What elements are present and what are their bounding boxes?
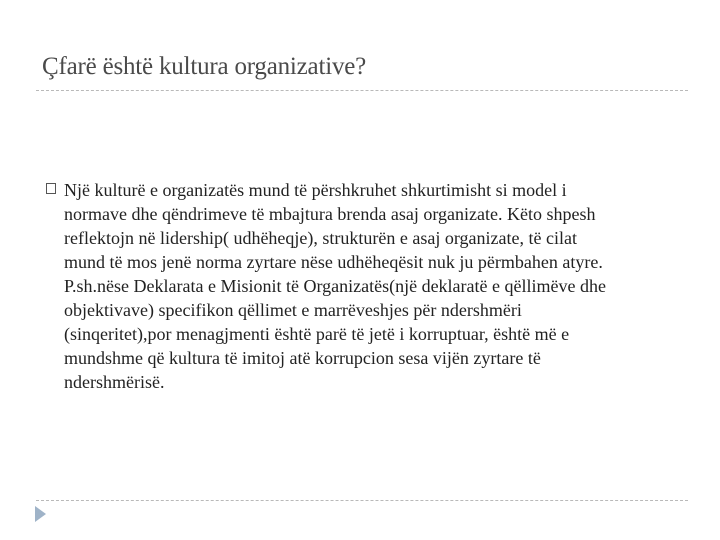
- bullet-text: [64, 178, 606, 394]
- footer-divider: [36, 500, 688, 501]
- text-line: reflektojn në lidership( udhëheqje), strukturën e asaj organizate, të cilat: [64, 228, 577, 248]
- slide-title: Çfarë është kultura organizative?: [42, 53, 367, 80]
- bullet-square-icon: [46, 183, 56, 194]
- text-line: (sinqeritet),por menagjmenti është parë të jetë i korruptuar, është më e: [64, 324, 570, 344]
- text-line: P.sh.nëse Deklarata e Misionit të Organizatës(një deklaratë e qëllimëve dhe: [64, 276, 606, 296]
- text-line: Një kulturë e organizatës mund të përshkruhet shkurtimisht si model i: [64, 180, 567, 200]
- text-line: objektivave) specifikon qëllimet e marrëveshjes për ndershmëri: [64, 300, 522, 320]
- text-line: ndershmërisë.: [64, 372, 165, 392]
- triangle-arrow-icon: [35, 506, 46, 522]
- text-line: normave dhe qëndrimeve të mbajtura brenda asaj organizate. Këto shpesh: [64, 204, 596, 224]
- text-line: mund të mos jenë norma zyrtare nëse udhëheqësit nuk ju përmbahen atyre.: [64, 252, 603, 272]
- text-line: mundshme që kultura të imitoj atë korrupcion sesa vijën zyrtare të: [64, 348, 541, 368]
- title-divider: [36, 90, 688, 91]
